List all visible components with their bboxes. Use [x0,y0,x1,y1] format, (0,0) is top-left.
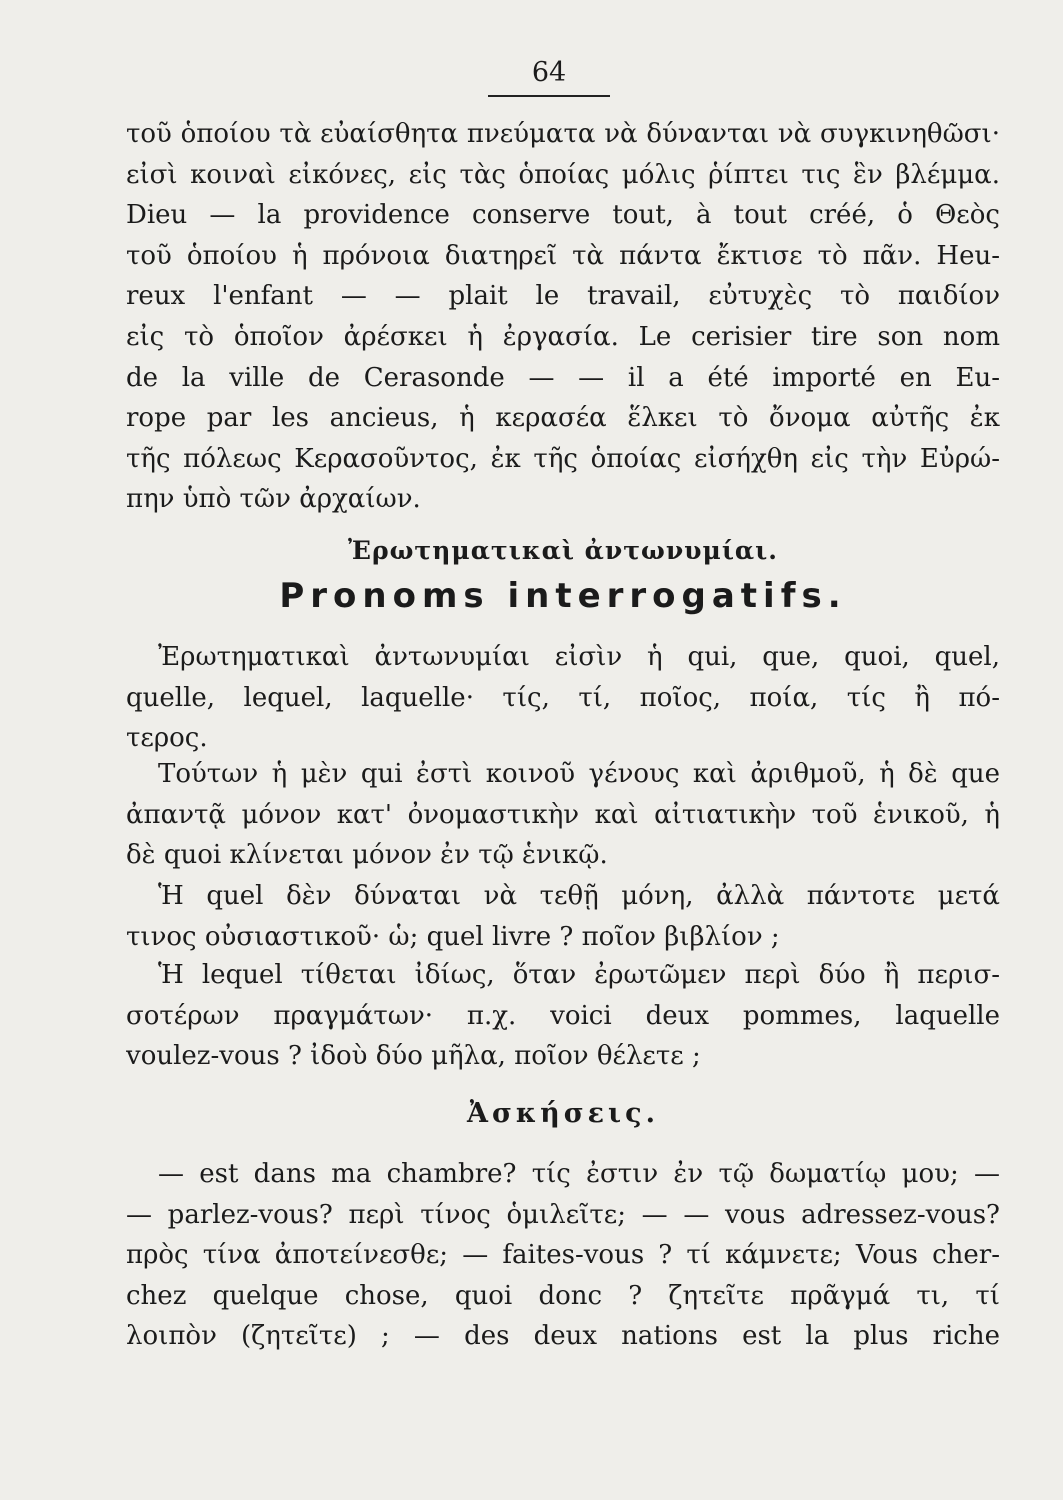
text-line: τινος οὐσιαστικοῦ· ὡ; quel livre ? ποῖον βιβλίον ; [126,921,780,952]
text-line: voulez-vous ? ἰδοὺ δύο μῆλα, ποῖον θέλετε ; [126,1041,701,1072]
paragraph-quel [126,876,1000,957]
exercises-heading: Ἀσκήσεις. [467,1098,659,1129]
text-line: Ἐρωτηματικαὶ ἀντωνυμίαι εἰσὶν ἡ qui, que, quoi, quel, [158,642,1000,672]
paragraph-interrogative-pronouns [126,637,1000,759]
text-line: τοῦ ὁποίου τὰ εὐαίσθητα πνεύματα νὰ δύνανται νὰ συγκινηθῶσι· [126,119,1000,149]
text-line: Ἡ quel δὲν δύναται νὰ τεθῇ μόνη, ἀλλὰ πάντοτε μετά [158,881,1000,911]
text-line: τοῦ ὁποίου ἡ πρόνοια διατηρεῖ τὰ πάντα ἔκτισε τὸ πᾶν. Heu- [126,240,1000,271]
page-number: 64 [531,57,567,88]
text-line: πρὸς τίνα ἀποτείνεσθε; — faites-vous ? τί κάμνετε; Vous cher- [126,1240,1000,1271]
text-line: — parlez-vous? περὶ τίνος ὁμιλεῖτε; — — vous adressez-vous? [126,1199,1000,1230]
paragraph-continued [126,114,1000,520]
text-line: εἰς τὸ ὁποῖον ἀρέσκει ἡ ἐργασία. Le cerisier tire son nom [126,321,1000,352]
text-line: πην ὑπὸ τῶν ἀρχαίων. [126,484,421,515]
section-heading-greek: Ἐρωτηματικαὶ ἀντωνυμίαι. [348,536,778,565]
text-line: τῆς πόλεως Κερασοῦντος, ἐκ τῆς ὁποίας εἰσήχθη εἰς τὴν Εὐρώ- [126,443,1000,474]
text-line: Dieu — la providence conserve tout, à tout créé, ὁ Θεὸς [126,200,1000,231]
text-line: Τούτων ἡ μὲν qui ἐστὶ κοινοῦ γένους καὶ ἀριθμοῦ, ἡ δὲ que [158,759,1000,789]
text-line: λοιπὸν (ζητεῖτε) ; — des deux nations est la plus riche [126,1321,1000,1352]
text-line: εἰσὶ κοιναὶ εἰκόνες, εἰς τὰς ὁποίας μόλις ῥίπτει τις ἓν βλέμμα. [126,159,1000,190]
paragraph-qui-que-quoi [126,754,1000,876]
text-line: δὲ quoi κλίνεται μόνον ἐν τῷ ἑνικῷ. [126,840,608,871]
text-line: reux l'enfant — — plait le travail, εὐτυχὲς τὸ παιδίον [126,281,1000,312]
text-line: ἀπαντᾷ μόνον κατ' ὀνομαστικὴν καὶ αἰτιατικὴν τοῦ ἑνικοῦ, ἡ [126,799,1000,830]
text-line: quelle, lequel, laquelle· τίς, τί, ποῖος, ποία, τίς ἢ πό- [126,682,1000,713]
section-heading-french: Pronoms interrogatifs. [279,576,847,616]
paragraph-lequel [126,955,1000,1077]
text-line: chez quelque chose, quoi donc ? ζητεῖτε πρᾶγμά τι, τί [126,1280,1000,1311]
text-line: Ἡ lequel τίθεται ἰδίως, ὅταν ἐρωτῶμεν περὶ δύο ἢ περισ- [158,960,1000,990]
text-line: rope par les ancieus, ἡ κερασέα ἕλκει τὸ ὄνομα αὐτῆς ἐκ [126,403,1000,434]
text-line: σοτέρων πραγμάτων· π.χ. voici deux pommes, laquelle [126,1000,1000,1031]
text-line: de la ville de Cerasonde — — il a été importé en Eu- [126,362,1000,393]
paragraph-exercises [126,1154,1000,1357]
text-line: — est dans ma chambre? τίς ἐστιν ἐν τῷ δωματίῳ μου; — [158,1159,1000,1189]
page-number-rule [488,95,610,97]
text-line: τερος. [126,723,208,754]
